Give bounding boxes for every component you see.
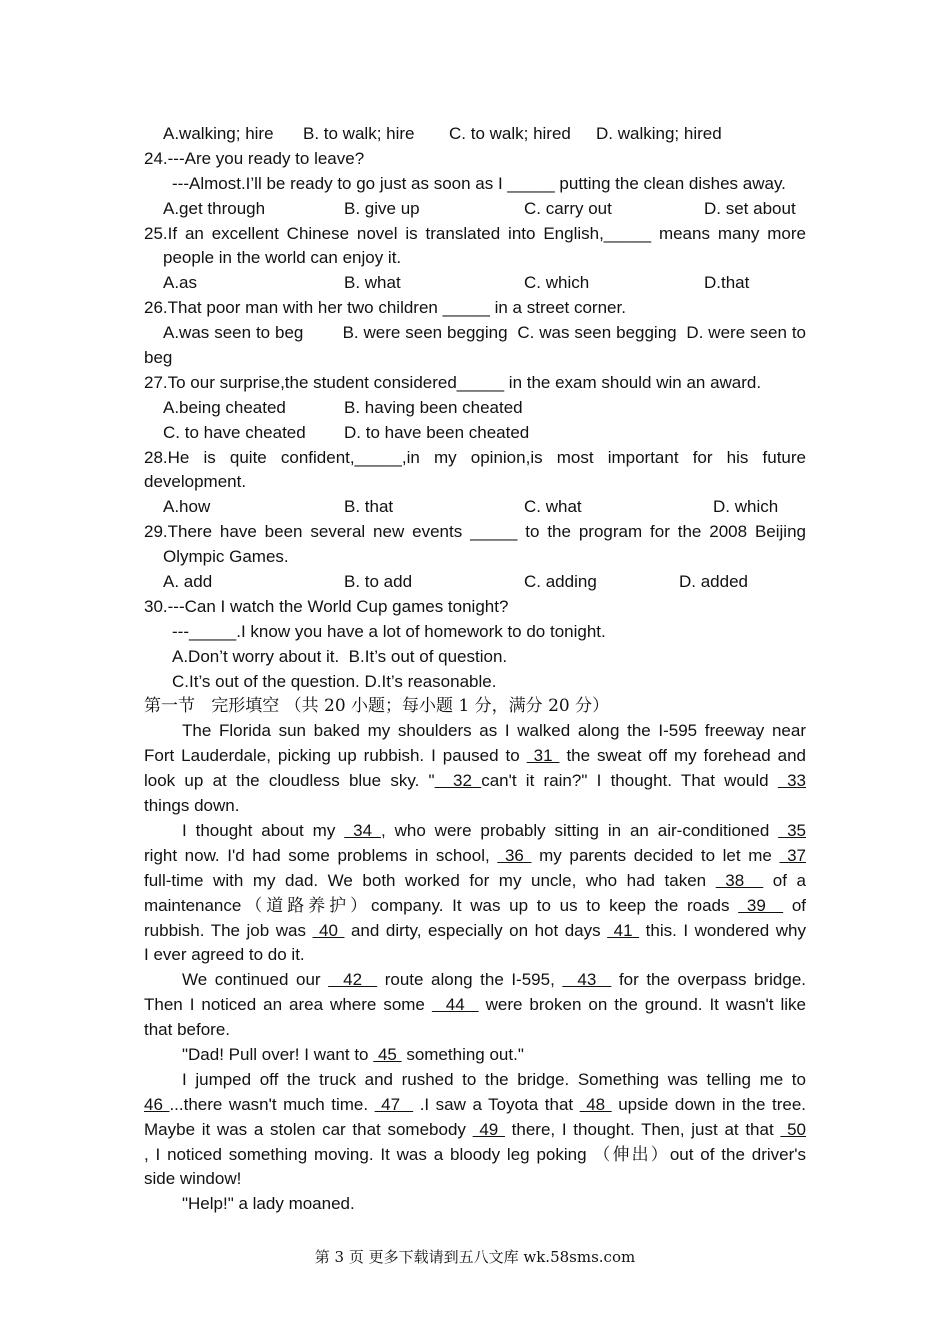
option-d: D.that: [704, 273, 750, 293]
page-footer: 第 3 页 更多下载请到五八文库 wk.58sms.com: [314, 1248, 636, 1266]
blank-47: 47: [374, 1094, 414, 1114]
blank-35: 35: [778, 820, 806, 840]
passage-p1-line: Fort Lauderdale, picking up rubbish. I paused to 31 the sweat off my forehead and: [144, 746, 806, 766]
blank-41: 41: [607, 920, 640, 940]
option-d: D. to have been cheated: [344, 422, 530, 442]
option-c: C. what: [524, 497, 582, 517]
passage-p3-line: We continued our 42 route along the I-595, 43 for the overpass bridge.: [182, 970, 806, 990]
question-27-stem: 27.To our surprise,the student considered_____ in the exam should win an award.: [144, 372, 762, 392]
option-a: A.get through: [163, 198, 266, 218]
question-24-stem: 24.---Are you ready to leave?: [144, 148, 365, 168]
blank-40: 40: [312, 920, 345, 940]
question-28-stem-cont: development.: [144, 472, 247, 492]
option-c: C. carry out: [524, 198, 612, 218]
option-d: D. set about: [704, 198, 796, 218]
question-26-stem: 26.That poor man with her two children _____ in a street corner.: [144, 298, 626, 318]
question-23-options: [144, 122, 806, 147]
passage-p1-line: The Florida sun baked my shoulders as I walked along the I-595 freeway near: [182, 721, 806, 741]
passage-p5-line: I jumped off the truck and rushed to the bridge. Something was telling me to: [182, 1069, 806, 1089]
question-25-options: [144, 271, 806, 296]
option-b: B. having been cheated: [344, 397, 523, 417]
question-26-options-wrap: beg: [144, 348, 173, 368]
question-30-options-ab: A.Don’t worry about it. B.It’s out of question.: [172, 646, 508, 666]
option-b: B. to add: [344, 572, 413, 592]
option-b: B. give up: [344, 198, 420, 218]
blank-45: 45: [373, 1044, 402, 1064]
option-a: A. add: [163, 572, 213, 592]
option-c: C. to have cheated: [163, 422, 306, 442]
passage-p5-line: 46 ...there wasn't much time. 47 .I saw a Toyota that 48 upside down in the tree.: [144, 1094, 807, 1114]
blank-50: 50: [780, 1119, 807, 1139]
passage-p2-line: rubbish. The job was 40 and dirty, especially on hot days 41 this. I wondered why: [144, 920, 807, 940]
question-30-options-cd: C.It’s out of the question. D.It’s reasonable.: [172, 671, 497, 691]
blank-48: 48: [579, 1094, 612, 1114]
passage-p5-line: Maybe it was a stolen car that somebody 49 there, I thought. Then, just at that 50: [144, 1119, 807, 1139]
option-b: B. that: [344, 497, 394, 517]
question-30-stem-cont: ---_____.I know you have a lot of homework to do tonight.: [172, 621, 606, 641]
blank-34: 34: [344, 820, 381, 840]
passage-p2-line: full-time with my dad. We both worked for my uncle, who had taken 38 of a: [144, 870, 806, 890]
passage-p3-line: Then I noticed an area where some 44 were broken on the ground. It wasn't like: [144, 995, 806, 1015]
passage-p1-line: things down.: [144, 796, 240, 816]
option-d: D. added: [679, 572, 748, 592]
question-28-options: [144, 495, 806, 520]
passage-p2-line: I thought about my 34 , who were probably sitting in an air-conditioned 35: [182, 820, 806, 840]
passage-p2-line: I ever agreed to do it.: [144, 945, 305, 965]
option-a: A.being cheated: [163, 397, 286, 417]
option-a: A.how: [163, 497, 211, 517]
question-27-options-cd: [144, 421, 806, 446]
passage-p2-line: right now. I'd had some problems in school, 36 my parents decided to let me 37: [144, 845, 806, 865]
option-a: A.as: [163, 273, 198, 293]
option-d: D. walking; hired: [596, 124, 722, 143]
option-c: C. which: [524, 273, 590, 293]
question-28-stem: 28.He is quite confident,_____,in my opinion,is most important for his future: [144, 447, 806, 467]
blank-42: 42: [328, 970, 378, 990]
question-25-stem-cont: people in the world can enjoy it.: [163, 248, 402, 268]
blank-37: 37: [779, 845, 806, 865]
option-c: C. to walk; hired: [449, 124, 571, 143]
blank-32: 32: [434, 771, 482, 791]
question-30-stem: 30.---Can I watch the World Cup games tonight?: [144, 596, 509, 616]
passage-p2-line: maintenance（道路养护）company. It was up to us to keep the roads 39 of: [144, 895, 806, 916]
question-25-stem: 25.If an excellent Chinese novel is translated into English,_____ means many more: [144, 223, 806, 243]
passage-p5-line: side window!: [144, 1169, 242, 1189]
passage-p3-line: that before.: [144, 1020, 231, 1040]
blank-46: 46: [144, 1094, 170, 1114]
question-24-options: [144, 197, 806, 222]
question-29-stem: 29.There have been several new events _____ to the program for the 2008 Beijing: [144, 522, 806, 542]
passage-p5-line: , I noticed something moving. It was a bloody leg poking （伸出）out of the driver's: [144, 1144, 807, 1165]
blank-36: 36: [497, 845, 532, 865]
blank-49: 49: [472, 1119, 505, 1139]
document-page: [144, 122, 806, 1217]
option-b: B. to walk; hire: [303, 124, 415, 143]
question-29-stem-cont: Olympic Games.: [163, 547, 289, 567]
option-b: B. what: [344, 273, 401, 293]
section-title: 第一节 完形填空 （共 20 小题；每小题 1 分，满分 20 分）: [144, 696, 610, 717]
blank-38: 38: [715, 870, 764, 890]
blank-31: 31: [526, 746, 560, 766]
question-24-stem-cont: ---Almost.I’ll be ready to go just as soon as I _____ putting the clean dishes away.: [172, 173, 786, 193]
passage-p4-line: "Dad! Pull over! I want to 45 something out.": [182, 1044, 524, 1064]
option-d: D. which: [713, 497, 779, 517]
blank-33: 33: [777, 771, 806, 791]
passage-p1-line: look up at the cloudless blue sky. " 32 can't it rain?" I thought. That would 33: [144, 771, 806, 791]
question-29-options: [144, 570, 806, 595]
option-a: A.walking; hire: [163, 124, 274, 143]
question-26-options: A.was seen to beg B. were seen begging C. was seen begging D. were seen to: [163, 323, 806, 343]
passage-p6-line: "Help!" a lady moaned.: [182, 1194, 355, 1214]
blank-44: 44: [431, 995, 479, 1015]
option-c: C. adding: [524, 572, 597, 592]
blank-43: 43: [562, 970, 612, 990]
blank-39: 39: [738, 895, 784, 915]
question-27-options-ab: [144, 396, 806, 421]
